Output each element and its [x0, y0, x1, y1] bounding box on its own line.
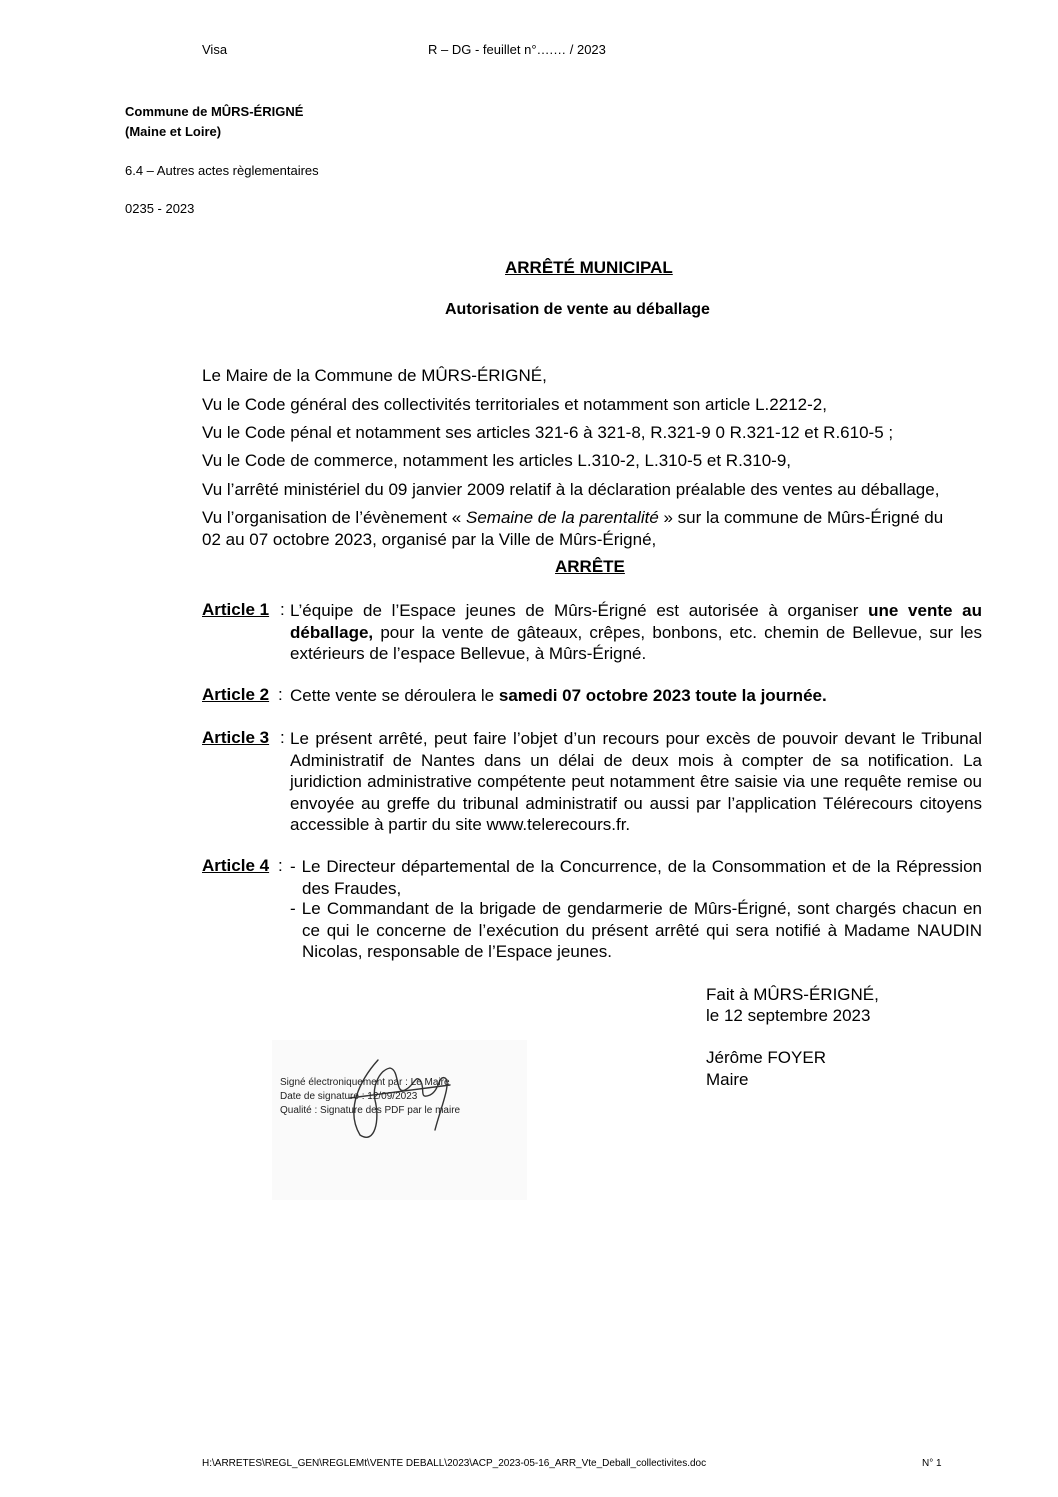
closing-place: Fait à MÛRS-ÉRIGNÉ, — [706, 985, 879, 1004]
article-1-text — [290, 600, 982, 665]
preamble-vu-code-commerce: Vu le Code de commerce, notamment les articles L.310-2, L.310-5 et R.310-9, — [202, 451, 792, 470]
signatory-name: Jérôme FOYER — [706, 1048, 826, 1067]
arrete-heading: ARRÊTE — [555, 557, 625, 576]
article-1-text-bold: une vente au déballage, — [290, 601, 982, 642]
event-name: Semaine de la parentalité — [465, 508, 659, 527]
act-category: 6.4 – Autres actes règlementaires — [125, 163, 319, 178]
article-1-colon: : — [280, 600, 285, 619]
document-title: ARRÊTÉ MUNICIPAL — [505, 258, 673, 277]
signature-signed-by: Signé électroniquement par : Le Maire — [280, 1077, 450, 1088]
signature-quality: Qualité : Signature des PDF par le maire — [280, 1105, 461, 1116]
sheet-reference: R – DG - feuillet n°….… / 2023 — [428, 42, 606, 57]
article-4-item-dgccrf: - Le Directeur départemental de la Concurrence, de la Consommation et de la Répression des Fraudes, — [290, 857, 982, 898]
article-3-label: Article 3 — [202, 728, 270, 747]
signatory-role: Maire — [706, 1070, 749, 1089]
article-1-text-end: pour la vente de gâteaux, crêpes, bonbons, etc. chemin de Bellevue, sur les extérieurs de l’espace Bellevue, à Mûrs-Érigné. — [290, 622, 982, 663]
act-number: 0235 - 2023 — [125, 201, 195, 216]
article-2-colon: : — [278, 685, 283, 704]
article-1-text-start: L’équipe de l’Espace jeunes de Mûrs-Érigné est autorisée à organiser — [290, 601, 869, 620]
visa-label: Visa — [202, 42, 228, 57]
article-3-colon: : — [280, 728, 285, 747]
preamble-vu-evenement-end: » sur la commune de Mûrs-Érigné du — [658, 508, 944, 527]
article-2-label: Article 2 — [202, 685, 270, 704]
article-4-label: Article 4 — [202, 856, 270, 875]
commune-name: Commune de MÛRS-ÉRIGNÉ — [125, 104, 304, 119]
footer-file-path: H:\ARRETES\REGL_GEN\REGLEMt\VENTE DEBALL\2023\ACP_2023-05-16_ARR_Vte_Deball_collectivites.doc — [202, 1458, 707, 1469]
preamble-vu-evenement-line2: 02 au 07 octobre 2023, organisé par la Ville de Mûrs-Érigné, — [202, 530, 657, 549]
document-subtitle: Autorisation de vente au déballage — [445, 301, 710, 318]
article-2-text — [290, 685, 982, 707]
article-1-label: Article 1 — [202, 600, 270, 619]
preamble-vu-cgct: Vu le Code général des collectivités territoriales et notamment son article L.2212-2, — [202, 395, 827, 414]
preamble-vu-evenement — [202, 508, 943, 528]
commune-region: (Maine et Loire) — [125, 124, 222, 139]
article-2-text-start: Cette vente se déroulera le — [290, 686, 499, 705]
preamble-maire: Le Maire de la Commune de MÛRS-ÉRIGNÉ, — [202, 366, 547, 385]
closing-date: le 12 septembre 2023 — [706, 1006, 871, 1025]
signature-date: Date de signature : 12/09/2023 — [280, 1091, 418, 1102]
article-4-colon: : — [278, 856, 283, 875]
preamble-vu-arrete-ministeriel: Vu l’arrêté ministériel du 09 janvier 2009 relatif à la déclaration préalable des ventes au déballage, — [202, 480, 940, 499]
article-2-text-bold: samedi 07 octobre 2023 toute la journée. — [498, 686, 827, 705]
preamble-vu-code-penal: Vu le Code pénal et notamment ses articles 321-6 à 321-8, R.321-9 0 R.321-12 et R.610-5 ; — [202, 423, 894, 442]
footer-page-number: N° 1 — [922, 1458, 942, 1469]
article-3-text: Le présent arrêté, peut faire l’objet d’un recours pour excès de pouvoir devant le Tribunal Administratif de Nantes dans un délai de deux mois à compter de sa notification. La juridiction administrative compétente peut notamment être saisie via une requête remise ou envoyée au greffe du tribunal administratif ou aussi par l’application Télérecours citoyens accessible à partir du site www.telerecours.fr. — [290, 729, 982, 834]
preamble-vu-evenement-start: Vu l’organisation de l’évènement « — [202, 508, 466, 527]
article-4-item-gendarmerie: - Le Commandant de la brigade de gendarmerie de Mûrs-Érigné, sont chargés chacun en ce qui le concerne de l’exécution du présent arrêté qui sera notifié à Madame NAUDIN Nicolas, responsable de l’Espace jeunes. — [290, 899, 982, 961]
